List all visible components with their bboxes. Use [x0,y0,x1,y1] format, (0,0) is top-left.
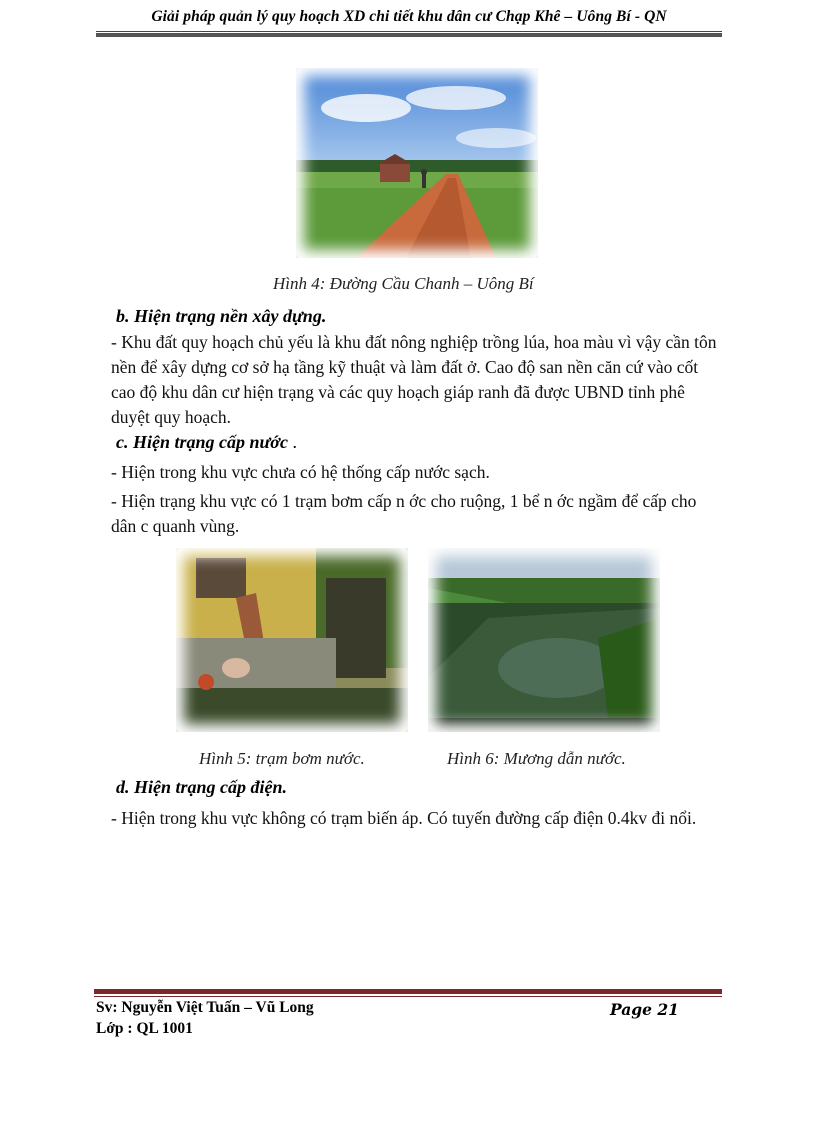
section-c-heading [116,432,297,453]
section-d-paragraph: - Hiện trong khu vực không có trạm biến áp. Có tuyến đường cấp điện 0.4kv đi nổi. [111,808,697,828]
figure-6-photo [428,548,660,732]
section-c-paragraph-2: - Hiện trạng khu vực có 1 trạm bơm cấp n ớc cho ruộng, 1 bể n ớc ngầm để cấp cho dân c quanh vùng. [111,491,697,536]
figure-4-caption: Hình 4: Đường Cầu Chanh – Uông Bí [273,274,534,293]
footer-students: Sv: Nguyễn Việt Tuấn – Vũ Long [96,999,314,1016]
header-rule-bottom [96,33,722,37]
footer-class: Lớp : QL 1001 [96,1020,193,1037]
section-c-heading-text: c. Hiện trạng cấp nước [116,432,288,452]
section-c-heading-suffix: . [287,432,297,452]
figure-5-photo [176,548,408,732]
footer-page-number: Page 21 [610,1000,679,1019]
page-header-title: Giải pháp quản lý quy hoạch XD chi tiết khu dân cư Chạp Khê – Uông Bí - QN [151,8,667,25]
footer-rule-thin [94,996,722,997]
figure-5-caption: Hình 5: trạm bơm nước. [199,749,365,768]
figure-4-photo [296,68,538,258]
figure-6-caption: Hình 6: Mương dẫn nước. [447,749,626,768]
section-d-heading: d. Hiện trạng cấp điện. [116,777,288,797]
section-b-paragraph: - Khu đất quy hoạch chủ yếu là khu đất nông nghiệp trồng lúa, hoa màu vì vậy cần tôn nền để xây dựng cơ sở hạ tầng kỹ thuật và làm đất ở. Cao độ san nền căn cứ vào cốt cao độ khu dân cư hiện trạng và các quy hoạch giáp ranh đã được UBND tỉnh phê duyệt quy hoạch. [111,332,717,427]
section-c-paragraph-1: - Hiện trong khu vực chưa có hệ thống cấp nước sạch. [111,462,490,482]
footer-rule-thick [94,989,722,994]
section-b-heading: b. Hiện trạng nền xây dựng. [116,306,327,326]
header-rule-top [96,31,722,32]
